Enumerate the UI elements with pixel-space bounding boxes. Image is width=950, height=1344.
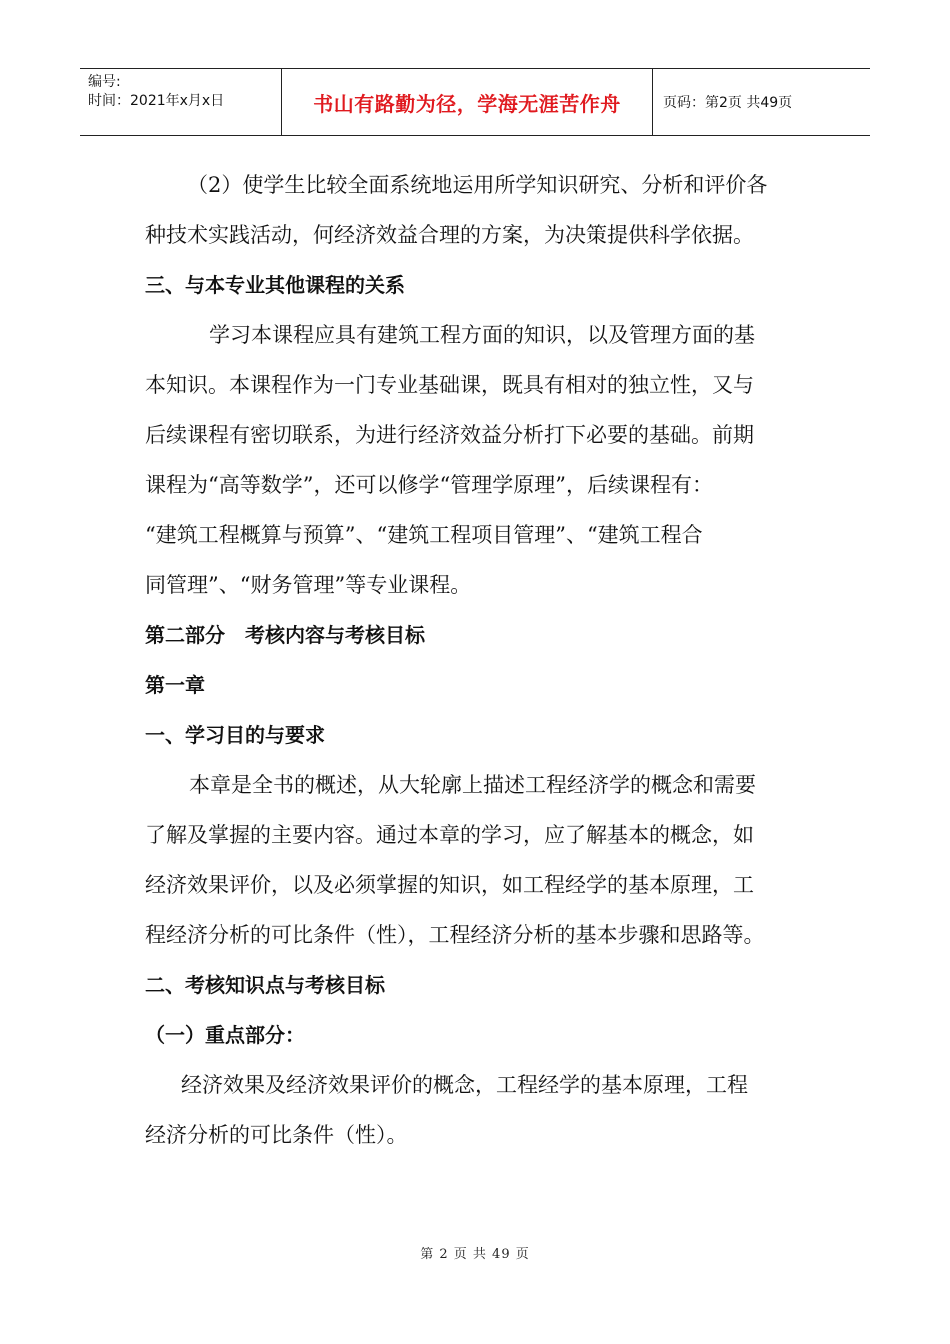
- paragraph-line: 同管理”、“财务管理”等专业课程。: [145, 573, 472, 597]
- paragraph-line: 经济效果评价，以及必须掌握的知识，如工程经学的基本原理，工: [145, 873, 754, 897]
- page-header: [80, 68, 870, 136]
- subsection-heading: （一）重点部分：: [145, 1023, 305, 1047]
- time-label: 时间：2021年x月x日: [88, 93, 225, 109]
- header-meta: [80, 69, 282, 135]
- number-label: 编号:: [88, 74, 121, 90]
- section-heading: 一、学习目的与要求: [145, 723, 325, 747]
- paragraph-line: 本知识。本课程作为一门专业基础课，既具有相对的独立性，又与: [145, 373, 754, 397]
- paragraph-line: （2）使学生比较全面系统地运用所学知识研究、分析和评价各: [187, 173, 768, 197]
- paragraph-line: 后续课程有密切联系，为进行经济效益分析打下必要的基础。前期: [145, 423, 754, 447]
- paragraph-line: 学习本课程应具有建筑工程方面的知识，以及管理方面的基: [209, 323, 755, 347]
- paragraph-line: 了解及掌握的主要内容。通过本章的学习，应了解基本的概念，如: [145, 823, 754, 847]
- header-motto: 书山有路勤为径，学海无涯苦作舟: [282, 69, 653, 135]
- header-page-info: 页码：第2页 共49页: [663, 95, 793, 111]
- paragraph-line: 种技术实践活动，何经济效益合理的方案，为决策提供科学依据。: [145, 223, 754, 247]
- paragraph-line: 经济效果及经济效果评价的概念，工程经学的基本原理，工程: [181, 1073, 748, 1097]
- part-heading: 第二部分 考核内容与考核目标: [145, 623, 425, 647]
- paragraph-line: 程经济分析的可比条件（性），工程经济分析的基本步骤和思路等。: [145, 923, 765, 947]
- paragraph-line: 本章是全书的概述，从大轮廓上描述工程经济学的概念和需要: [189, 773, 756, 797]
- section-heading: 二、考核知识点与考核目标: [145, 973, 385, 997]
- paragraph-line: 课程为“高等数学”，还可以修学“管理学原理”，后续课程有：: [145, 473, 713, 497]
- section-heading: 三、与本专业其他课程的关系: [145, 273, 405, 297]
- chapter-heading: 第一章: [145, 673, 205, 697]
- paragraph-line: 经济分析的可比条件（性）。: [145, 1123, 408, 1147]
- page-footer: 第 2 页 共 49 页: [420, 1247, 530, 1262]
- document-body: [145, 160, 805, 1160]
- paragraph-line: “建筑工程概算与预算”、“建筑工程项目管理”、“建筑工程合: [145, 523, 703, 547]
